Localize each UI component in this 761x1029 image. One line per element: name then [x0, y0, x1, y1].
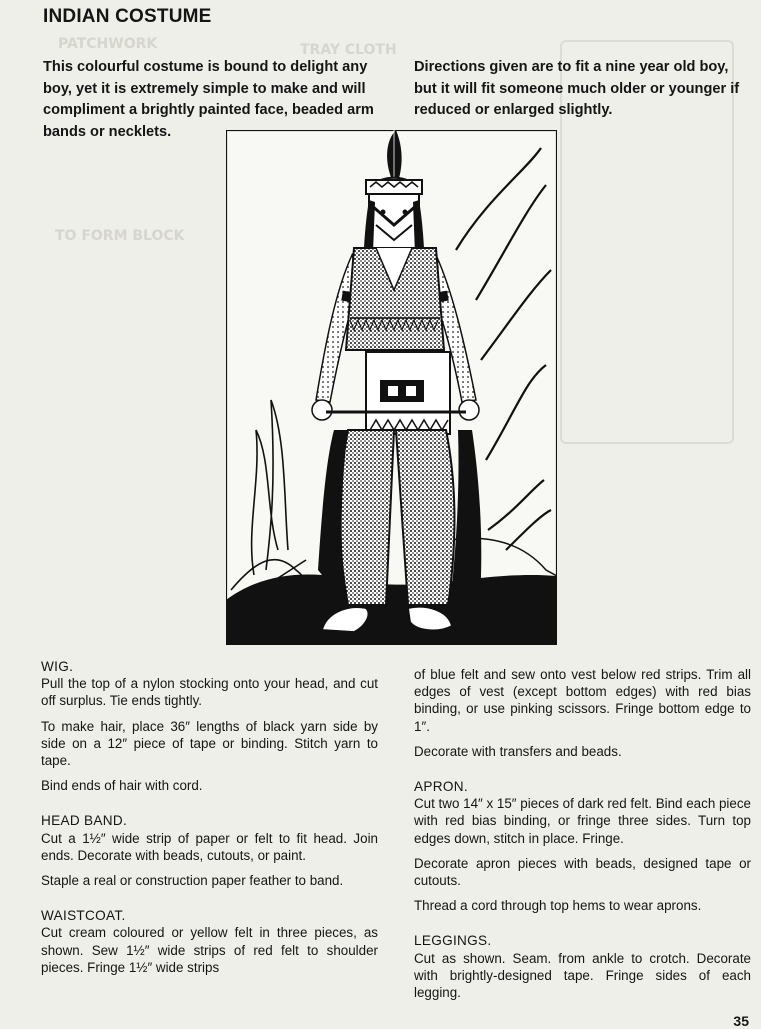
head-band-paragraph-2: Staple a real or construction paper feather to band. — [41, 873, 344, 889]
page-number: 35 — [733, 1013, 749, 1029]
bleed-through-form-block: TO FORM BLOCK — [55, 228, 185, 244]
leggings-heading: LEGGINGS. — [414, 933, 492, 949]
leggings-paragraph-1: Cut as shown. Seam. from ankle to crotch. Decorate with brightly-designed tape. Fringe sides of each legging. — [414, 950, 751, 1001]
costume-illustration — [226, 130, 557, 645]
wig-paragraph-1: Pull the top of a nylon stocking onto your head, and cut off surplus. Tie ends tightly. — [41, 676, 378, 709]
bleed-through-tray-cloth: TRAY CLOTH — [300, 42, 397, 58]
waistcoat-paragraph-1: Cut cream coloured or yellow felt in three pieces, as shown. Sew 1½″ wide strips of red felt to shoulder pieces. Fringe 1½″ wide strips — [41, 925, 378, 975]
apron-heading: APRON. — [414, 779, 468, 795]
head-band-paragraph-1: Cut a 1½″ wide strip of paper or felt to fit head. Join ends. Decorate with beads, cutouts, or paint. — [41, 830, 378, 863]
wig-heading: WIG. — [41, 659, 74, 674]
right-column — [414, 666, 751, 1009]
apron-paragraph-3: Thread a cord through top hems to wear aprons. — [414, 898, 702, 914]
bleed-through-patchwork: PATCHWORK — [58, 36, 158, 52]
apron-paragraph-2: Decorate apron pieces with beads, designed tape or cutouts. — [414, 855, 751, 889]
head-band-heading: HEAD BAND. — [41, 813, 128, 829]
waistcoat-figure — [346, 248, 444, 350]
waistcoat-heading: WAISTCOAT. — [41, 908, 126, 924]
wig-paragraph-2: To make hair, place 36″ lengths of black yarn side by side on a 12″ piece of tape or binding. Stitch yarn to tape. — [41, 718, 378, 769]
page-title: INDIAN COSTUME — [43, 6, 212, 27]
waistcoat-paragraph-2: Decorate with transfers and beads. — [414, 743, 622, 759]
apron-paragraph-1: Cut two 14″ x 15″ pieces of dark red felt. Bind each piece with red bias binding, or fringe three sides. Turn top edges down, stitch in place. Fringe. — [414, 796, 751, 846]
intro-right: Directions given are to fit a nine year old boy, but it will fit someone much older or younger if reduced or enlarged slightly. — [414, 59, 740, 118]
left-column — [41, 658, 378, 984]
wig-paragraph-3: Bind ends of hair with cord. — [41, 778, 203, 794]
intro-left: This colourful costume is bound to delight any boy, yet it is extremely simple to make and will compliment a brightly painted face, beaded arm bands or necklets. — [43, 59, 374, 140]
waistcoat-paragraph-1-continued: of blue felt and sew onto vest below red strips. Trim all edges of vest (except bottom edges) with red bias binding, or use pinking scissors. Fringe bottom edge to 1″. — [414, 667, 751, 734]
